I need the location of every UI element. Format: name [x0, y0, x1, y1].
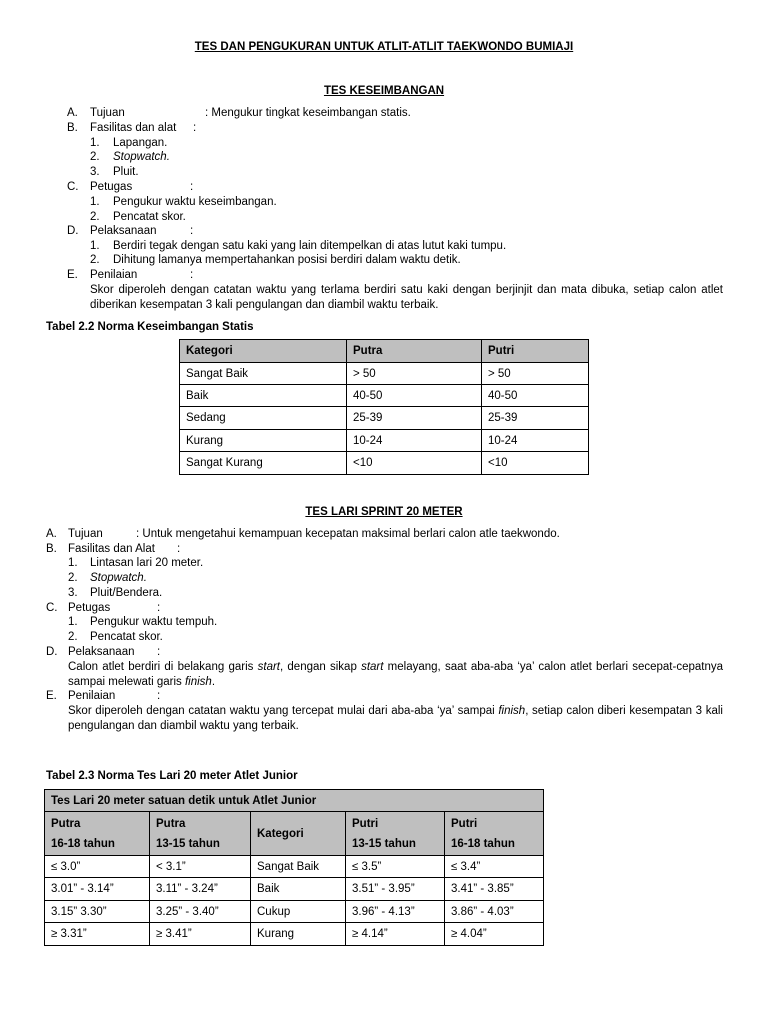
list-number: 2.: [90, 254, 100, 266]
table-header-cell: [45, 812, 150, 856]
table-cell: 3.96” - 4.13”: [346, 901, 445, 923]
table-row: [180, 430, 589, 452]
table-cell: Sangat Baik: [251, 856, 346, 878]
header-line: Putra: [156, 817, 186, 830]
text-run: , dengan sikap: [280, 661, 362, 673]
table-cell: Baik: [180, 385, 347, 407]
table-row: [180, 385, 589, 407]
table-cell: 3.25” - 3.40”: [150, 901, 251, 923]
item-value-tujuan: : Untuk mengetahui kemampuan kecepatan maksimal berlari calon atle taekwondo.: [136, 528, 560, 540]
table-cell: > 50: [347, 363, 482, 385]
header-line: 16-18 tahun: [451, 837, 515, 850]
list-item: Stopwatch.: [90, 572, 147, 584]
item-label-petugas: Petugas: [90, 181, 133, 193]
table-row: [180, 363, 589, 385]
item-label-penilaian: Penilaian: [90, 269, 138, 281]
header-line: 13-15 tahun: [352, 837, 416, 850]
item-letter-b: B.: [46, 543, 57, 555]
list-number: 1.: [90, 196, 100, 208]
item-label-pelaksanaan: Pelaksanaan: [68, 646, 135, 658]
text-run-italic: start: [361, 661, 384, 673]
table-cell: Kurang: [180, 430, 347, 452]
list-item: Pluit/Bendera.: [90, 587, 163, 599]
document-title: TES DAN PENGUKURAN UNTUK ATLIT-ATLIT TAEKWONDO BUMIAJI: [194, 41, 574, 53]
item-label-tujuan: Tujuan: [90, 107, 125, 119]
table-header-cell: [150, 812, 251, 856]
item-colon: :: [190, 269, 194, 281]
item-letter-a: A.: [46, 528, 57, 540]
table-cell: 40-50: [482, 385, 589, 407]
text-run: .: [211, 676, 216, 688]
list-number: 2.: [90, 211, 100, 223]
table-cell: 40-50: [347, 385, 482, 407]
section-title-sprint: TES LARI SPRINT 20 METER: [305, 506, 463, 518]
table-row: [45, 901, 544, 923]
item-letter-e: E.: [67, 269, 78, 281]
table-cell: 3.15” 3.30”: [45, 901, 150, 923]
table-header-cell: Putri: [482, 340, 589, 363]
text-run-italic: finish: [184, 676, 212, 688]
table-header-cell: Kategori: [180, 340, 347, 363]
item-label-fasilitas: Fasilitas dan alat: [90, 122, 177, 134]
item-colon: :: [193, 122, 197, 134]
table-cell: <10: [347, 452, 482, 475]
table-cell: ≤ 3.0”: [45, 856, 150, 878]
list-number: 2.: [68, 572, 78, 584]
header-line: Putri: [451, 817, 478, 830]
item-colon: :: [157, 690, 161, 702]
header-line: Putri: [352, 817, 379, 830]
table-cell: 3.11” - 3.24”: [150, 878, 251, 901]
table-header-cell: [445, 812, 544, 856]
table-title-cell: Tes Lari 20 meter satuan detik untuk Atlet Junior: [45, 790, 544, 812]
item-letter-c: C.: [46, 602, 58, 614]
table-caption: Tabel 2.2 Norma Keseimbangan Statis: [46, 321, 254, 333]
text-run-italic: finish: [498, 705, 526, 717]
table-row: [45, 856, 544, 878]
list-number: 1.: [68, 616, 78, 628]
table-header-row: [45, 812, 544, 856]
table-row: [180, 452, 589, 475]
table-row: [45, 878, 544, 901]
item-colon: :: [157, 602, 161, 614]
table-cell: Sangat Baik: [180, 363, 347, 385]
table-caption: Tabel 2.3 Norma Tes Lari 20 meter Atlet Junior: [46, 770, 298, 782]
text-run: melayang, saat aba-aba ‘ya’ calon atlet berlari secepat-cepatnya sampai melewati garis: [68, 661, 723, 688]
table-header-cell: Putra: [347, 340, 482, 363]
table-cell: 25-39: [347, 407, 482, 430]
table-cell: ≥ 3.31”: [45, 923, 150, 946]
table-cell: ≥ 4.14”: [346, 923, 445, 946]
section-title-keseimbangan: TES KESEIMBANGAN: [323, 85, 445, 97]
table-cell: 3.51” - 3.95”: [346, 878, 445, 901]
text-run: , setiap calon diberi kesempatan 3 kali pengulangan dan diambil waktu yang terbaik.: [68, 705, 723, 732]
table-cell: <10: [482, 452, 589, 475]
table-cell: ≥ 4.04”: [445, 923, 544, 946]
table-header-row: [180, 340, 589, 363]
item-label-fasilitas: Fasilitas dan Alat: [68, 543, 155, 555]
penilaian-paragraph: Skor diperoleh dengan catatan waktu yang terlama berdiri satu kaki dengan berjinjit dan mata dibuka, setiap calon atlet diberikan kesempatan 3 kali pengulangan dan diambil waktu terbaik.: [90, 284, 723, 311]
table-cell: Sedang: [180, 407, 347, 430]
pelaksanaan-paragraph: [68, 660, 723, 690]
table-cell: > 50: [482, 363, 589, 385]
list-number: 2.: [68, 631, 78, 643]
table-cell: 3.86” - 4.03”: [445, 901, 544, 923]
list-item: Dihitung lamanya mempertahankan posisi berdiri dalam waktu detik.: [113, 254, 461, 266]
item-letter-d: D.: [46, 646, 58, 658]
header-line: 16-18 tahun: [51, 837, 115, 850]
table-row: [45, 923, 544, 946]
header-line: Putra: [51, 817, 81, 830]
item-label-pelaksanaan: Pelaksanaan: [90, 225, 157, 237]
table-cell: Baik: [251, 878, 346, 901]
table-cell: ≤ 3.5”: [346, 856, 445, 878]
list-number: 3.: [90, 166, 100, 178]
table-header-cell: Kategori: [251, 812, 346, 856]
item-value-tujuan: : Mengukur tingkat keseimbangan statis.: [205, 107, 411, 119]
item-letter-b: B.: [67, 122, 78, 134]
table-cell: Kurang: [251, 923, 346, 946]
table-cell: Sangat Kurang: [180, 452, 347, 475]
penilaian-paragraph: [68, 704, 723, 734]
table-cell: Cukup: [251, 901, 346, 923]
item-colon: :: [177, 543, 181, 555]
table-lari-sprint: [44, 789, 544, 946]
text-run: Calon atlet berdiri di belakang garis: [68, 661, 258, 673]
list-number: 1.: [90, 240, 100, 252]
list-number: 3.: [68, 587, 78, 599]
list-item: Lintasan lari 20 meter.: [90, 557, 204, 569]
list-item: Pengukur waktu keseimbangan.: [113, 196, 277, 208]
table-cell: 25-39: [482, 407, 589, 430]
item-letter-c: C.: [67, 181, 79, 193]
list-item: Pengukur waktu tempuh.: [90, 616, 218, 628]
item-label-penilaian: Penilaian: [68, 690, 116, 702]
list-item: Stopwatch.: [113, 151, 170, 163]
table-cell: 10-24: [347, 430, 482, 452]
table-header-cell: [346, 812, 445, 856]
list-item: Pencatat skor.: [90, 631, 163, 643]
text-run-italic: start: [257, 661, 280, 673]
list-item: Berdiri tegak dengan satu kaki yang lain ditempelkan di atas lutut kaki tumpu.: [113, 240, 507, 252]
list-number: 1.: [90, 137, 100, 149]
list-number: 2.: [90, 151, 100, 163]
table-cell: ≤ 3.4”: [445, 856, 544, 878]
table-cell: 3.41” - 3.85”: [445, 878, 544, 901]
item-label-tujuan: Tujuan: [68, 528, 103, 540]
table-cell: < 3.1”: [150, 856, 251, 878]
table-row: [180, 407, 589, 430]
item-letter-d: D.: [67, 225, 79, 237]
text-run: Skor diperoleh dengan catatan waktu yang tercepat mulai dari aba-aba ‘ya’ sampai: [68, 705, 499, 717]
item-colon: :: [190, 225, 194, 237]
table-cell: ≥ 3.41”: [150, 923, 251, 946]
item-letter-e: E.: [46, 690, 57, 702]
table-cell: 10-24: [482, 430, 589, 452]
list-number: 1.: [68, 557, 78, 569]
header-line: 13-15 tahun: [156, 837, 220, 850]
list-item: Pencatat skor.: [113, 211, 186, 223]
table-cell: 3.01” - 3.14”: [45, 878, 150, 901]
item-label-petugas: Petugas: [68, 602, 111, 614]
item-colon: :: [190, 181, 194, 193]
table-title-row: [45, 790, 544, 812]
item-letter-a: A.: [67, 107, 78, 119]
list-item: Pluit.: [113, 166, 139, 178]
item-colon: :: [157, 646, 161, 658]
table-keseimbangan: [179, 339, 589, 475]
list-item: Lapangan.: [113, 137, 168, 149]
